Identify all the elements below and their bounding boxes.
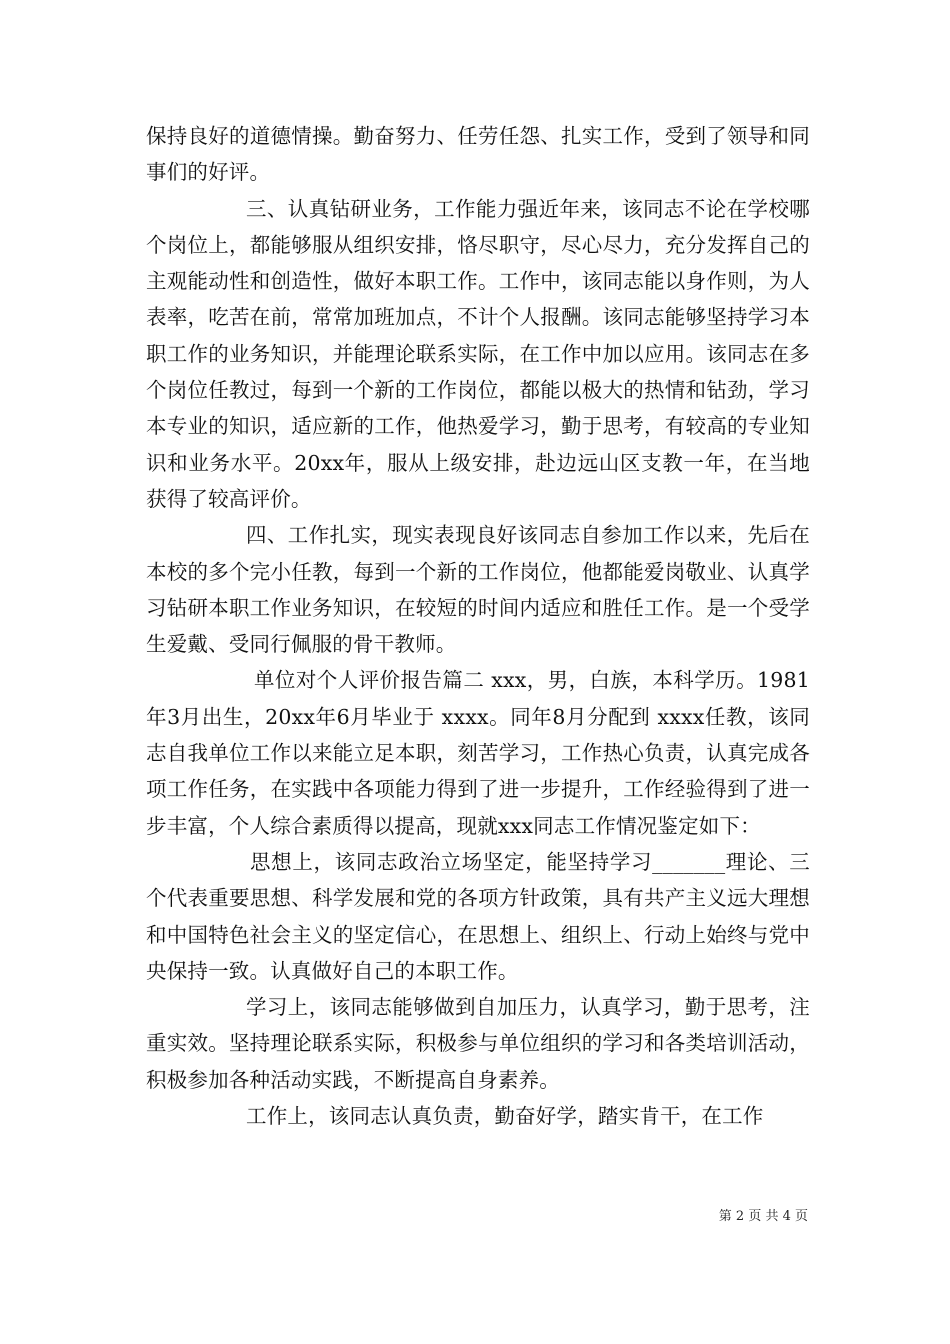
- paragraph-4: 单位对个人评价报告篇二 xxx，男，白族，本科学历。1981年3月出生，20xx年6月毕业于 xxxx。同年8月分配到 xxxx任教，该同志自我单位工作以来能立足本职，刻苦学习，工作热心负责，认真完成各项工作任务，在实践中各项能力得到了进一步提升，工作经验得到了进一步丰富，个人综合素质得以提高，现就xxx同志工作情况鉴定如下：: [146, 668, 810, 838]
- paragraph-1: 保持良好的道德情操。勤奋努力、任劳任怨、扎实工作，受到了领导和同事们的好评。: [146, 124, 810, 185]
- paragraph-2: 三、认真钻研业务，工作能力强近年来，该同志不论在学校哪个岗位上，都能够服从组织安排，恪尽职守，尽心尽力，充分发挥自己的主观能动性和创造性，做好本职工作。工作中，该同志能以身作则，为人表率，吃苦在前，常常加班加点，不计个人报酬。该同志能够坚持学习本职工作的业务知识，并能理论联系实际，在工作中加以应用。该同志在多个岗位任教过，每到一个新的工作岗位，都能以极大的热情和钻劲，学习本专业的知识，适应新的工作，他热爱学习，勤于思考，有较高的专业知识和业务水平。20xx年，服从上级安排，赴边远山区支教一年，在当地获得了较高评价。: [146, 196, 810, 511]
- page-number: 第 2 页 共 4 页: [718, 1209, 808, 1224]
- paragraph-5: 思想上，该同志政治立场坚定，能坚持学习_______理论、三个代表重要思想、科学发展和党的各项方针政策，具有共产主义远大理想和中国特色社会主义的坚定信心，在思想上、组织上、行动上始终与党中央保持一致。认真做好自己的本职工作。: [146, 849, 810, 983]
- paragraph-3: 四、工作扎实，现实表现良好该同志自参加工作以来，先后在本校的多个完小任教，每到一个新的工作岗位，他都能爱岗敬业、认真学习钻研本职工作业务知识，在较短的时间内适应和胜任工作。是一个受学生爱戴、受同行佩服的骨干教师。: [146, 523, 810, 657]
- document-body: [146, 118, 810, 1134]
- paragraph-6: 学习上，该同志能够做到自加压力，认真学习，勤于思考，注重实效。坚持理论联系实际，积极参与单位组织的学习和各类培训活动，积极参加各种活动实践，不断提高自身素养。: [146, 995, 810, 1092]
- paragraph-7: 工作上，该同志认真负责，勤奋好学，踏实肯干，在工作: [246, 1104, 764, 1129]
